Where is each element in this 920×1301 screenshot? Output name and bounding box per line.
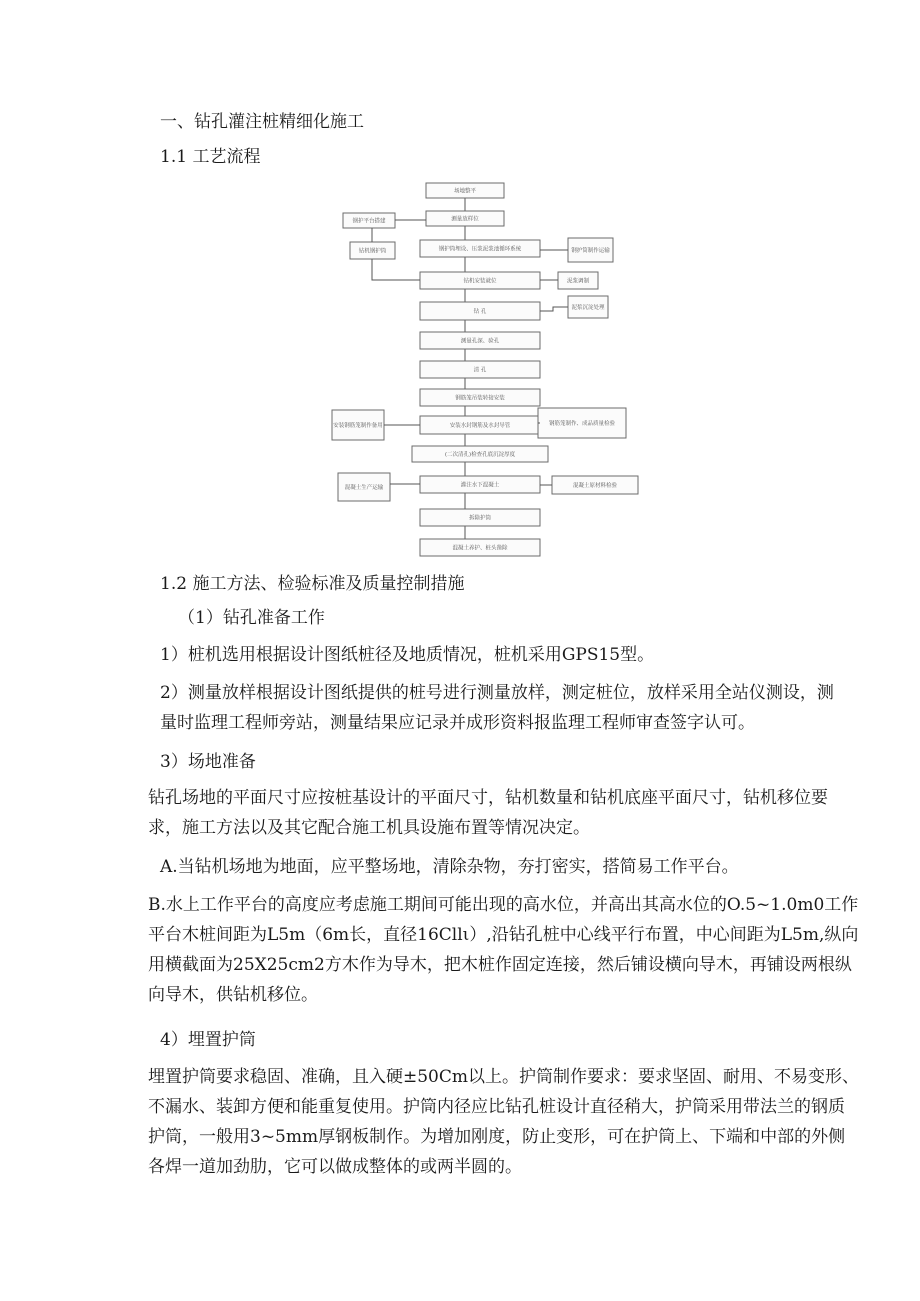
paragraph: 埋置护筒要求稳固、准确，且入硬±50Cm以上。护筒制作要求：要求坚固、耐用、不易变形、不漏水、装卸方便和能重复使用。护筒内径应比钻孔桩设计直径稍大，护筒采用带法兰的钢质护筒，一般用3~5mm厚钢板制作。为增加刚度，防止变形，可在护筒上、下端和中部的外侧各焊一道加劲肋，它可以做成整体的或两半圆的。 [148, 1067, 860, 1177]
flow-label: 测量放样位 [451, 216, 479, 223]
flow-label: 拆除护筒 [468, 515, 492, 522]
sub-heading-preparation: （1）钻孔准备工作 [178, 608, 325, 628]
paragraph: 钻孔场地的平面尺寸应按桩基设计的平面尺寸，钻机数量和钻机底座平面尺寸，钻机移位要求，施工方法以及其它配合施工机具设施布置等情况决定。 [148, 788, 828, 838]
flow-label: 清 孔 [473, 367, 487, 374]
paragraph: 1）桩机选用根据设计图纸桩径及地质情况，桩机采用GPS15型。 [160, 645, 655, 665]
flow-label: 钻机钢护筒 [358, 248, 387, 255]
paragraph: 4）埋置护筒 [160, 1030, 256, 1050]
flow-label: 泥浆调制 [566, 278, 590, 285]
flow-label: 混凝土原材料检验 [572, 483, 618, 489]
section-heading: 一、钻孔灌注桩精细化施工 [160, 112, 364, 132]
paragraph: 2）测量放样根据设计图纸提供的桩号进行测量放样，测定桩位，放样采用全站仪测设，测量时监理工程师旁站，测量结果应记录并成形资料报监理工程师审查签字认可。 [160, 683, 834, 733]
flow-label: 安装钢筋笼制作备用 [333, 423, 383, 429]
flow-label: 安装水封钢筋及水封导管 [449, 423, 511, 429]
flow-label: 钢护筒制作运输 [571, 248, 610, 254]
flow-label: 钢护平台搭建 [352, 218, 386, 225]
flow-label: 钢护筒埋设、压浆泥浆池循环系统 [438, 246, 522, 253]
paragraph: 3）场地准备 [160, 752, 256, 772]
flow-label: 测量孔深、验孔 [460, 338, 500, 345]
paragraph: B.水上工作平台的高度应考虑施工期间可能出现的高水位，并高出其高水位的O.5~1.0m0工作平台木桩间距为L5m（6m长，直径16Cllι）,沿钻孔桩中心线平行布置，中心间距为L5m,纵向用横截面为25X25cm2方木作为导木，把木桩作固定连接，然后铺设横向导木，再铺设两根纵向导木，供钻机移位。 [148, 895, 859, 1005]
flow-label: 混凝土生产运输 [344, 485, 384, 491]
flow-label: 灌注水下混凝土 [460, 482, 500, 489]
flow-label: 泥浆沉淀处理 [571, 305, 605, 311]
subsection-heading-methods: 1.2 施工方法、检验标准及质量控制措施 [160, 574, 465, 594]
paragraph: A.当钻机场地为地面，应平整场地，清除杂物，夯打密实，搭简易工作平台。 [160, 857, 739, 877]
flow-label: (二次清孔)检查孔底沉淀厚度 [444, 452, 516, 458]
flow-label: 钻 孔 [473, 309, 487, 315]
flow-label: 场地整平 [453, 188, 477, 195]
subsection-heading-process: 1.1 工艺流程 [160, 147, 261, 167]
flow-label: 钢筋笼吊装转接安装 [455, 395, 505, 402]
flow-label: 钻机安装就位 [463, 278, 497, 285]
process-flowchart [328, 178, 648, 558]
flow-label: 钢筋笼制作、成品质量检验 [548, 421, 616, 427]
flow-label: 混凝土养护、桩头凿除 [452, 545, 508, 552]
